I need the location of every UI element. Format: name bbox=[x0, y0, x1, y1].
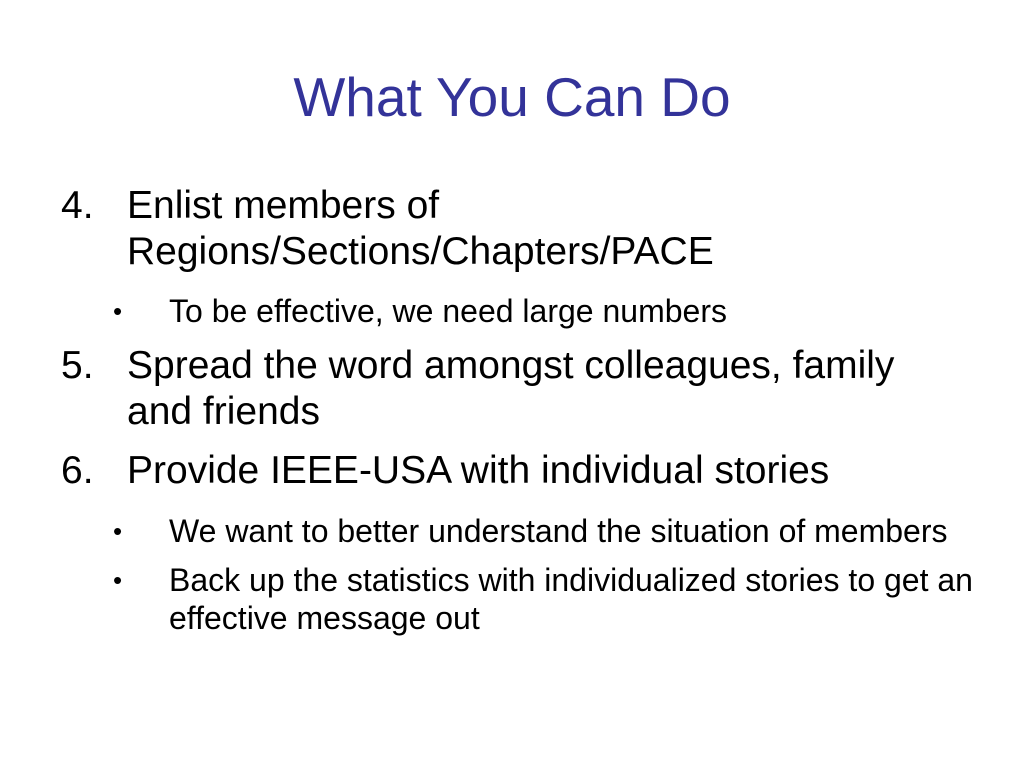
sub-list-item bbox=[0, 512, 1024, 550]
bullet-icon: • bbox=[113, 296, 123, 326]
sub-list-item bbox=[0, 292, 1024, 330]
list-number: 5. bbox=[61, 344, 94, 387]
sub-list-item-text: Back up the statistics with individualized stories to get an effective message out bbox=[169, 562, 973, 636]
list-item-text: Spread the word amongst colleagues, family and friends bbox=[127, 344, 895, 433]
sub-list-item-text: We want to better understand the situation of members bbox=[169, 513, 948, 549]
list-item bbox=[0, 448, 1024, 494]
list-item bbox=[0, 343, 1024, 435]
sub-list-item-text: To be effective, we need large numbers bbox=[169, 293, 727, 329]
list-number: 6. bbox=[61, 449, 94, 492]
bullet-icon: • bbox=[113, 516, 123, 546]
list-item-text: Enlist members of Regions/Sections/Chapters/PACE bbox=[127, 184, 714, 273]
list-item-text: Provide IEEE-USA with individual stories bbox=[127, 449, 830, 492]
sub-list-item bbox=[0, 561, 1024, 637]
bullet-icon: • bbox=[113, 565, 123, 595]
slide-title: What You Can Do bbox=[293, 66, 731, 128]
bullet-list bbox=[0, 183, 1024, 637]
list-number: 4. bbox=[61, 184, 94, 227]
list-item bbox=[0, 183, 1024, 275]
